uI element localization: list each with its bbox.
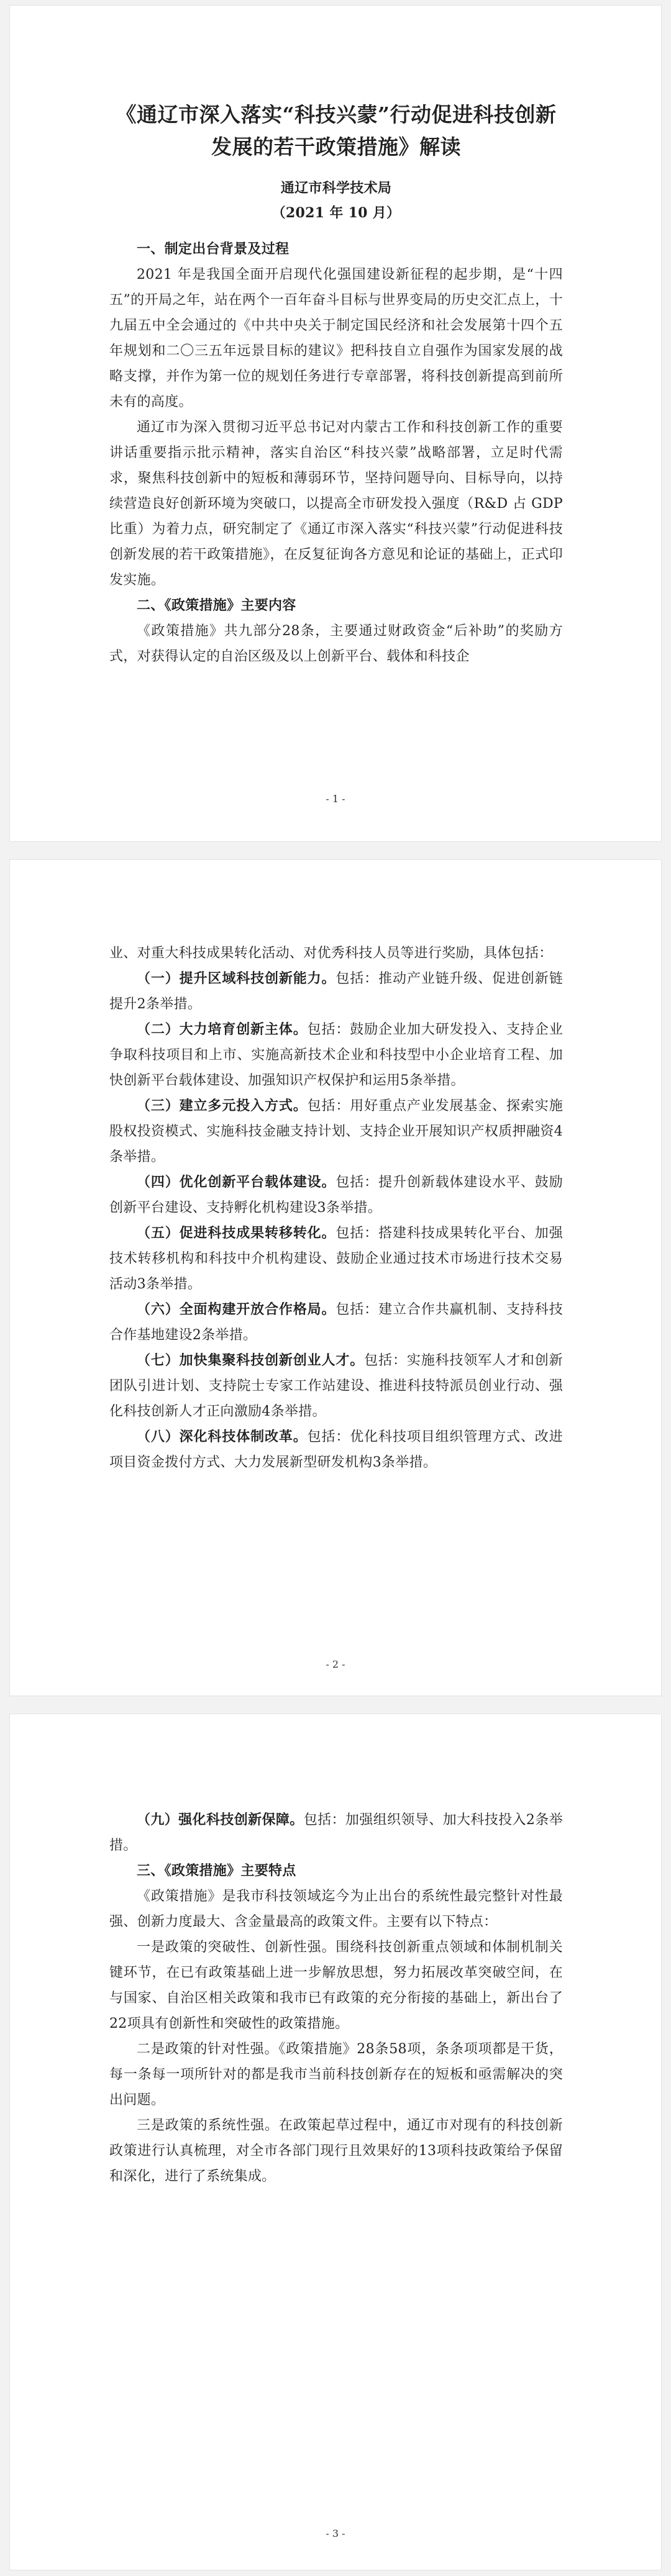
section-heading-content: 二、《政策措施》主要内容 bbox=[137, 598, 296, 613]
list-item-text: 包括：优化科技项目组织管理方式、改进项目资金拨付方式、大力发展新型研发机构3条举措。 bbox=[109, 1429, 563, 1470]
paragraph: 通辽市为深入贯彻习近平总书记对内蒙古工作和科技创新工作的重要讲话重要指示批示精神，落实自治区“科技兴蒙”战略部署，立足时代需求，聚焦科技创新中的短板和薄弱环节，坚持问题导向、目标导向，以持续营造良好创新环境为突破口，以提高全市研发投入强度（R&D 占 GDP 比重）为着力点，研究制定了《通辽市深入落实“科技兴蒙”行动促进科技创新发展的若干政策措施》，在反复征询各方意见和论证的基础上，正式印发实施。 bbox=[109, 420, 563, 588]
list-item-text: 包括：用好重点产业发展基金、探索实施股权投资模式、实施科技金融支持计划、支持企业开展知识产权质押融资4条举措。 bbox=[109, 1098, 563, 1165]
document-page-1 bbox=[9, 5, 662, 842]
list-item-text: 包括：实施科技领军人才和创新团队引进计划、支持院士专家工作站建设、推进科技特派员创业行动、强化科技创新人才正向激励4条举措。 bbox=[109, 1353, 563, 1419]
list-item-text: 包括：鼓励企业加大研发投入、支持企业争取科技项目和上市、实施高新技术企业和科技型中小企业培育工程、加快创新平台载体建设、加强知识产权保护和运用5条举措。 bbox=[109, 1022, 563, 1088]
list-item-title: （三）建立多元投入方式。 bbox=[137, 1098, 308, 1114]
paragraph: 《政策措施》共九部分28条，主要通过财政资金“后补助”的奖励方式，对获得认定的自治区级及以上创新平台、载体和科技企 bbox=[109, 623, 563, 664]
paragraph: 业、对重大科技成果转化活动、对优秀科技人员等进行奖励，具体包括： bbox=[109, 946, 553, 961]
paragraph: 二是政策的针对性强。《政策措施》28条58项，条条项项都是干货，每一条每一项所针对的都是我市当前科技创新存在的短板和亟需解决的突出问题。 bbox=[109, 2041, 563, 2108]
issuer: 通辽市科学技术局 bbox=[280, 180, 392, 196]
page-number: - 3 - bbox=[326, 2528, 345, 2539]
page-2-content bbox=[109, 941, 563, 1475]
list-item-text: 包括：加强组织领导、加大科技投入2条举措。 bbox=[109, 1812, 563, 1853]
list-item-text: 包括：建立合作共赢机制、支持科技合作基地建设2条举措。 bbox=[109, 1302, 563, 1343]
page-3-content bbox=[109, 1807, 563, 2189]
list-item-title: （五）促进科技成果转移转化。 bbox=[137, 1225, 336, 1241]
list-item-title: （一）提升区域科技创新能力。 bbox=[137, 970, 336, 987]
paragraph: 一是政策的突破性、创新性强。围绕科技创新重点领域和体制机制关键环节，在已有政策基础上进一步解放思想，努力拓展改革突破空间，在与国家、自治区相关政策和我市已有政策的充分衔接的基础上，新出台了22项具有创新性和突破性的政策措施。 bbox=[109, 1940, 563, 2031]
list-item bbox=[109, 1807, 563, 1858]
section-heading-background: 一、制定出台背景及过程 bbox=[137, 242, 290, 257]
list-item bbox=[109, 1017, 563, 1093]
document-page-3 bbox=[9, 1714, 662, 2570]
page-1-content bbox=[109, 99, 563, 669]
list-item-title: （七）加快集聚科技创新创业人才。 bbox=[137, 1352, 365, 1368]
list-item-text: 包括：提升创新载体建设水平、鼓励创新平台建设、支持孵化机构建设3条举措。 bbox=[109, 1175, 563, 1216]
list-item bbox=[109, 1297, 563, 1348]
list-item bbox=[109, 1221, 563, 1297]
document-title: 《通辽市深入落实“科技兴蒙”行动促进科技创新发展的若干政策措施》解读 bbox=[116, 102, 557, 159]
list-item-title: （四）优化创新平台载体建设。 bbox=[137, 1174, 336, 1190]
list-item bbox=[109, 1424, 563, 1475]
paragraph: 三是政策的系统性强。在政策起草过程中，通辽市对现有的科技创新政策进行认真梳理，对全市各部门现行且效果好的13项科技政策给予保留和深化，进行了系统集成。 bbox=[109, 2118, 563, 2184]
section-heading-features: 三、《政策措施》主要特点 bbox=[137, 1863, 296, 1879]
page-number: - 2 - bbox=[326, 1658, 345, 1670]
list-item bbox=[109, 1093, 563, 1170]
list-item-title: （二）大力培育创新主体。 bbox=[137, 1021, 308, 1037]
list-item-text: 包括：推动产业链升级、促进创新链提升2条举措。 bbox=[109, 971, 563, 1012]
list-item bbox=[109, 1170, 563, 1221]
page-number: - 1 - bbox=[326, 793, 345, 805]
list-item-text: 包括：搭建科技成果转化平台、加强技术转移机构和科技中介机构建设、鼓励企业通过技术市场进行技术交易活动3条举措。 bbox=[109, 1226, 563, 1292]
issue-date: （2021 年 10 月） bbox=[272, 205, 401, 221]
list-item bbox=[109, 1348, 563, 1424]
list-item-title: （九）强化科技创新保障。 bbox=[137, 1812, 304, 1828]
list-item-title: （八）深化科技体制改革。 bbox=[137, 1429, 308, 1445]
document-page-2 bbox=[9, 859, 662, 1696]
list-item-title: （六）全面构建开放合作格局。 bbox=[137, 1301, 336, 1317]
list-item bbox=[109, 966, 563, 1017]
paragraph: 2021 年是我国全面开启现代化强国建设新征程的起步期，是“十四五”的开局之年，站在两个一百年奋斗目标与世界变局的历史交汇点上，十九届五中全会通过的《中共中央关于制定国民经济和社会发展第十四个五年规划和二〇三五年远景目标的建议》把科技自立自强作为国家发展的战略支撑，并作为第一位的规划任务进行专章部署，将科技创新提高到前所未有的高度。 bbox=[109, 267, 563, 410]
paragraph: 《政策措施》是我市科技领域迄今为止出台的系统性最完整针对性最强、创新力度最大、含金量最高的政策文件。主要有以下特点： bbox=[109, 1889, 563, 1930]
